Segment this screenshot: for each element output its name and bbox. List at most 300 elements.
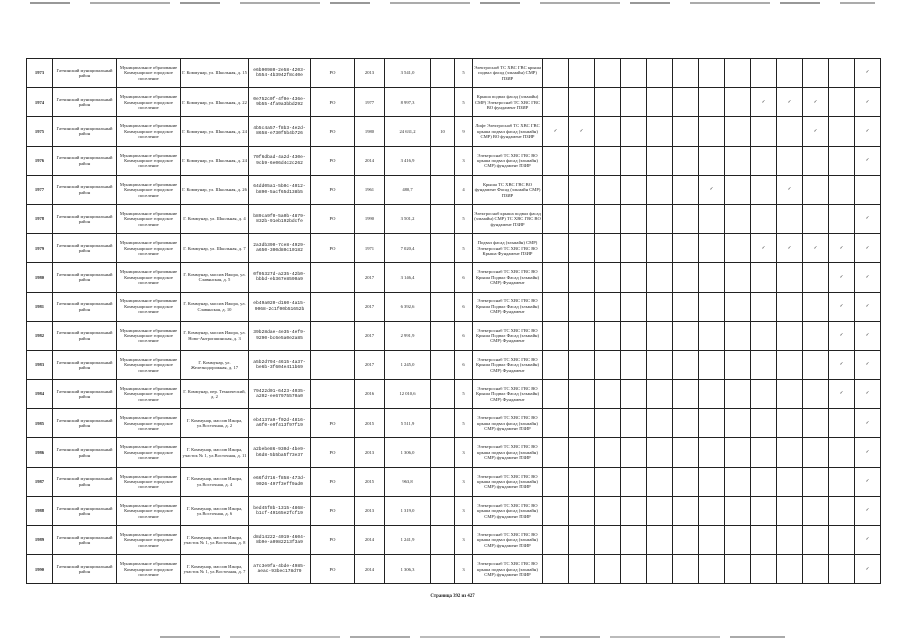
check-cell	[569, 526, 595, 555]
check-cell	[621, 117, 647, 146]
check-cell	[725, 380, 751, 409]
guid-cell: 0e752c0f-4f0e-436e-9b55-4fa9a3bbd292	[249, 88, 311, 117]
check-mark-icon: ✓	[777, 234, 803, 263]
check-cell	[595, 88, 621, 117]
check-mark-icon: ✓	[855, 409, 881, 438]
year-cell: 2013	[355, 59, 385, 88]
code-cell: РО	[311, 438, 355, 467]
check-cell	[595, 292, 621, 321]
col9-cell	[431, 292, 455, 321]
check-cell	[595, 175, 621, 204]
check-cell	[673, 88, 699, 117]
check-mark-icon: ✓	[855, 380, 881, 409]
check-cell	[725, 292, 751, 321]
year-cell: 1971	[355, 234, 385, 263]
district-cell: Гатчинский муниципальный район	[53, 117, 117, 146]
municipality-cell: Муниципальное образование Коммунарское городское поселение	[117, 146, 181, 175]
check-cell	[673, 263, 699, 292]
area-cell: 2 991,9	[385, 321, 431, 350]
check-cell	[647, 117, 673, 146]
guid-cell: 0f05327d-a235-42b0-bbbd-eb367e8590a9	[249, 263, 311, 292]
check-cell	[777, 321, 803, 350]
address-cell: Г. Коммунар, ул. Школьная, д. 24	[181, 117, 249, 146]
works-cell: Электроснаб ТС ХВС ГВС ВО Крыша Подвал Фасад (эльмайн) СМР) Фундамент	[473, 350, 543, 379]
check-cell	[543, 59, 569, 88]
address-cell: Г. Коммунар, массив Ижора, ул.Восточная, д. 2	[181, 409, 249, 438]
municipality-cell: Муниципальное образование Коммунарское городское поселение	[117, 234, 181, 263]
check-cell	[569, 146, 595, 175]
year-cell: 2014	[355, 146, 385, 175]
check-cell	[543, 555, 569, 584]
address-cell: Г. Коммунар, пер. Технический, д. 2	[181, 380, 249, 409]
check-cell	[595, 117, 621, 146]
municipality-cell: Муниципальное образование Коммунарское городское поселение	[117, 117, 181, 146]
works-cell: Подвал фасад (эльмайн) СМР) Электроснаб ТС ХВС ГВС ВО Крыша Фундамент ПЗИР	[473, 234, 543, 263]
check-cell	[829, 467, 855, 496]
table-row	[27, 234, 881, 263]
district-cell: Гатчинский муниципальный район	[53, 321, 117, 350]
municipality-cell: Муниципальное образование Коммунарское городское поселение	[117, 496, 181, 525]
table-row	[27, 409, 881, 438]
check-cell	[569, 204, 595, 233]
check-cell	[543, 88, 569, 117]
address-cell: Г. Коммунар, ул. Школьная, д. 7	[181, 234, 249, 263]
municipality-cell: Муниципальное образование Коммунарское городское поселение	[117, 526, 181, 555]
check-cell	[621, 263, 647, 292]
check-cell	[725, 204, 751, 233]
row-number: 1987	[27, 467, 53, 496]
address-cell: Г. Коммунар, ул. Железнодорожная, д. 17	[181, 350, 249, 379]
table-row	[27, 146, 881, 175]
col9-cell	[431, 438, 455, 467]
col9-cell	[431, 496, 455, 525]
check-cell	[595, 321, 621, 350]
check-mark-icon: ✓	[803, 117, 829, 146]
code-cell: РО	[311, 59, 355, 88]
area-cell: 6 392,6	[385, 292, 431, 321]
check-cell	[647, 526, 673, 555]
table-row	[27, 496, 881, 525]
check-mark-icon: ✓	[855, 526, 881, 555]
check-cell	[751, 175, 777, 204]
col9-cell	[431, 321, 455, 350]
area-cell: 12 010,6	[385, 380, 431, 409]
check-mark-icon: ✓	[569, 117, 595, 146]
check-cell	[543, 409, 569, 438]
check-cell	[803, 438, 829, 467]
check-cell	[725, 467, 751, 496]
year-cell: 2013	[355, 438, 385, 467]
row-number: 1989	[27, 526, 53, 555]
check-cell	[543, 146, 569, 175]
check-cell	[595, 263, 621, 292]
check-mark-icon: ✓	[855, 146, 881, 175]
district-cell: Гатчинский муниципальный район	[53, 59, 117, 88]
table-row	[27, 350, 881, 379]
area-cell: 1 241,9	[385, 526, 431, 555]
row-number: 1973	[27, 59, 53, 88]
address-cell: Г. Коммунар, ул. Школьная, д. 22	[181, 88, 249, 117]
check-cell	[595, 467, 621, 496]
check-cell	[699, 526, 725, 555]
check-cell	[829, 409, 855, 438]
check-cell	[647, 204, 673, 233]
check-cell	[621, 496, 647, 525]
area-cell: 1 306,3	[385, 555, 431, 584]
check-cell	[569, 263, 595, 292]
row-number: 1990	[27, 555, 53, 584]
check-cell	[647, 263, 673, 292]
works-cell: Электроснаб ТС ХВС ГВС ВО крыша подвал фасад (эльмайн) СМР) фундамент ПЗИР	[473, 146, 543, 175]
area-cell: 3 416,9	[385, 146, 431, 175]
check-cell	[647, 555, 673, 584]
check-cell	[699, 350, 725, 379]
year-cell: 1980	[355, 117, 385, 146]
check-mark-icon: ✓	[855, 263, 881, 292]
check-cell	[777, 467, 803, 496]
check-cell	[699, 146, 725, 175]
check-cell	[725, 409, 751, 438]
check-mark-icon: ✓	[855, 438, 881, 467]
area-cell: 7 020,4	[385, 234, 431, 263]
check-cell	[699, 467, 725, 496]
works-cell: Электроснаб крыша подвал фасад (эльмайн) СМР) ТС ХВС ГВС ВО фундамент ПЗИР	[473, 204, 543, 233]
check-cell	[673, 146, 699, 175]
municipality-cell: Муниципальное образование Коммунарское городское поселение	[117, 59, 181, 88]
check-mark-icon: ✓	[855, 117, 881, 146]
check-cell	[699, 555, 725, 584]
check-mark-icon: ✓	[855, 234, 881, 263]
code-cell: РО	[311, 117, 355, 146]
check-cell	[595, 59, 621, 88]
address-cell: Г. Коммунар, ул. Школьная, д. 24	[181, 146, 249, 175]
check-cell	[803, 146, 829, 175]
check-cell	[699, 496, 725, 525]
check-cell	[595, 526, 621, 555]
check-cell	[829, 438, 855, 467]
guid-cell: eb49a020-d160-4a15-9068-2c1f00b51652b	[249, 292, 311, 321]
check-mark-icon: ✓	[855, 496, 881, 525]
check-cell	[673, 117, 699, 146]
col10-cell: 3	[455, 496, 473, 525]
check-cell	[699, 380, 725, 409]
check-mark-icon: ✓	[699, 175, 725, 204]
check-cell	[647, 350, 673, 379]
address-cell: Г. Коммунар, ул. Школьная, д. 26	[181, 175, 249, 204]
check-cell	[595, 146, 621, 175]
works-cell: Электроснаб ТС ХВС ГВС ВО крыша подвал фасад (эльмайн) СМР) фундамент ПЗИР	[473, 467, 543, 496]
col10-cell: 3	[455, 555, 473, 584]
code-cell	[311, 321, 355, 350]
check-cell	[777, 204, 803, 233]
works-cell: Электроснаб ТС ХВС ГВС ВО крыша подвал фасад (эльмайн) СМР) фундамент ПЗИР	[473, 438, 543, 467]
check-cell	[751, 409, 777, 438]
table-row	[27, 117, 881, 146]
municipality-cell: Муниципальное образование Коммунарское городское поселение	[117, 263, 181, 292]
check-cell	[829, 175, 855, 204]
col9-cell	[431, 234, 455, 263]
check-cell	[751, 380, 777, 409]
check-mark-icon: ✓	[829, 263, 855, 292]
guid-cell: 79422d01-6423-4035-a202-ee67975570a0	[249, 380, 311, 409]
row-number: 1982	[27, 321, 53, 350]
check-cell	[777, 350, 803, 379]
check-cell	[647, 59, 673, 88]
check-cell	[777, 263, 803, 292]
guid-cell: a5b2d794-4615-4a37-be6b-3f604e411b69	[249, 350, 311, 379]
check-cell	[751, 292, 777, 321]
works-cell: Электроснаб ТС ХВС ГВС ВО крыша подвал фасад (эльмайн) СМР) фундамент ПЗИР	[473, 409, 543, 438]
year-cell: 2017	[355, 292, 385, 321]
table-body	[27, 59, 881, 584]
col9-cell	[431, 88, 455, 117]
municipality-cell: Муниципальное образование Коммунарское городское поселение	[117, 438, 181, 467]
check-cell	[595, 438, 621, 467]
col10-cell: 5	[455, 380, 473, 409]
area-cell: 5 511,9	[385, 409, 431, 438]
check-cell	[751, 321, 777, 350]
check-cell	[647, 409, 673, 438]
col10-cell: 6	[455, 263, 473, 292]
check-cell	[673, 292, 699, 321]
check-cell	[621, 321, 647, 350]
check-cell	[803, 409, 829, 438]
check-cell	[751, 59, 777, 88]
check-mark-icon: ✓	[855, 59, 881, 88]
check-cell	[777, 526, 803, 555]
check-mark-icon: ✓	[543, 117, 569, 146]
area-cell: 1 319,0	[385, 496, 431, 525]
district-cell: Гатчинский муниципальный район	[53, 234, 117, 263]
address-cell: Г. Коммунар, массив Ижора, участок № 1, ул.Восточная, д. 7	[181, 555, 249, 584]
check-cell	[751, 496, 777, 525]
area-cell: 480,7	[385, 175, 431, 204]
check-cell	[751, 526, 777, 555]
check-cell	[647, 496, 673, 525]
check-cell	[543, 321, 569, 350]
check-cell	[673, 234, 699, 263]
year-cell: 2017	[355, 350, 385, 379]
guid-cell: 4b5c4a57-f8b3-4e2d-8658-e730f5b4b726	[249, 117, 311, 146]
check-cell	[673, 380, 699, 409]
address-cell: Г. Коммунар, массив Ижора, ул. Славянская, д. 10	[181, 292, 249, 321]
check-mark-icon: ✓	[751, 88, 777, 117]
code-cell: РО	[311, 526, 355, 555]
check-cell	[569, 321, 595, 350]
year-cell: 2015	[355, 409, 385, 438]
area-cell: 3 146,4	[385, 263, 431, 292]
check-mark-icon: ✓	[829, 292, 855, 321]
check-cell	[569, 234, 595, 263]
check-cell	[803, 496, 829, 525]
col10-cell: 5	[455, 88, 473, 117]
works-cell: Электроснаб ТС ХВС ГВС ВО крыша подвал фасад (эльмайн) СМР) фундамент ПЗИР	[473, 496, 543, 525]
year-cell: 1990	[355, 204, 385, 233]
col10-cell: 3	[455, 146, 473, 175]
check-cell	[621, 146, 647, 175]
year-cell: 2015	[355, 467, 385, 496]
col9-cell	[431, 555, 455, 584]
check-cell	[543, 350, 569, 379]
row-number: 1988	[27, 496, 53, 525]
check-cell	[725, 321, 751, 350]
check-cell	[751, 204, 777, 233]
check-cell	[569, 59, 595, 88]
col9-cell	[431, 204, 455, 233]
works-cell: Электроснаб ТС ХВС ГВС ВО Крыша Подвал Фасад (эльмайн) СМР) Фундамент	[473, 380, 543, 409]
code-cell: РО	[311, 175, 355, 204]
check-cell	[673, 526, 699, 555]
check-mark-icon: ✓	[803, 234, 829, 263]
check-cell	[829, 555, 855, 584]
works-cell: Электроснаб ТС ХВС ГВС крыша подвал фасад (эльмайн) СМР) ПЗИР	[473, 59, 543, 88]
scan-artifact-top	[30, 2, 875, 4]
check-cell	[569, 88, 595, 117]
district-cell: Гатчинский муниципальный район	[53, 526, 117, 555]
col10-cell: 3	[455, 467, 473, 496]
district-cell: Гатчинский муниципальный район	[53, 555, 117, 584]
check-cell	[569, 555, 595, 584]
address-cell: Г. Коммунар, массив Ижора, ул. Славянская, д. 5	[181, 263, 249, 292]
check-cell	[803, 555, 829, 584]
district-cell: Гатчинский муниципальный район	[53, 409, 117, 438]
check-cell	[699, 438, 725, 467]
guid-cell: a2bebe86-930d-4be9-b6d8-5b5ba5f73e37	[249, 438, 311, 467]
check-cell	[725, 234, 751, 263]
check-cell	[595, 496, 621, 525]
check-cell	[777, 292, 803, 321]
address-cell: Г. Коммунар, ул. Школьная, д. 4	[181, 204, 249, 233]
address-cell: Г. Коммунар, массив Ижора, участок № 1, ул.Восточная, д. 11	[181, 438, 249, 467]
check-cell	[803, 204, 829, 233]
table-row	[27, 555, 881, 584]
check-cell	[777, 438, 803, 467]
check-cell	[621, 234, 647, 263]
year-cell: 2013	[355, 496, 385, 525]
check-cell	[647, 321, 673, 350]
address-cell: Г. Коммунар, массив Ижора, ул.Восточная, д. 6	[181, 496, 249, 525]
row-number: 1980	[27, 263, 53, 292]
check-cell	[699, 59, 725, 88]
row-number: 1983	[27, 350, 53, 379]
row-number: 1976	[27, 146, 53, 175]
row-number: 1975	[27, 117, 53, 146]
col9-cell	[431, 350, 455, 379]
year-cell: 2014	[355, 555, 385, 584]
check-cell	[569, 350, 595, 379]
check-cell	[673, 204, 699, 233]
area-cell: 963,8	[385, 467, 431, 496]
works-cell: Электроснаб ТС ХВС ГВС ВО Крыша Подвал Фасад (эльмайн) СМР) Фундамент	[473, 263, 543, 292]
table-row	[27, 526, 881, 555]
check-mark-icon: ✓	[777, 88, 803, 117]
district-cell: Гатчинский муниципальный район	[53, 496, 117, 525]
check-cell	[621, 467, 647, 496]
check-mark-icon: ✓	[855, 292, 881, 321]
works-cell: Электроснаб ТС ХВС ГВС ВО Крыша Подвал Фасад (эльмайн) СМР) Фундамент	[473, 321, 543, 350]
check-cell	[543, 292, 569, 321]
check-cell	[595, 380, 621, 409]
register-table	[26, 58, 881, 584]
code-cell	[311, 380, 355, 409]
area-cell: 1 245,0	[385, 350, 431, 379]
row-number: 1986	[27, 438, 53, 467]
check-cell	[803, 263, 829, 292]
table-row	[27, 204, 881, 233]
col10-cell: 6	[455, 350, 473, 379]
guid-cell: bed45f8b-1315-4868-b1cf-49165e2fcf19	[249, 496, 311, 525]
col9-cell	[431, 146, 455, 175]
check-cell	[569, 292, 595, 321]
district-cell: Гатчинский муниципальный район	[53, 438, 117, 467]
col9-cell	[431, 409, 455, 438]
check-mark-icon: ✓	[751, 234, 777, 263]
code-cell: РО	[311, 88, 355, 117]
check-cell	[777, 117, 803, 146]
municipality-cell: Муниципальное образование Коммунарское городское поселение	[117, 380, 181, 409]
district-cell: Гатчинский муниципальный район	[53, 263, 117, 292]
year-cell: 1977	[355, 88, 385, 117]
district-cell: Гатчинский муниципальный район	[53, 467, 117, 496]
check-cell	[543, 380, 569, 409]
area-cell: 24 631,2	[385, 117, 431, 146]
code-cell	[311, 263, 355, 292]
check-cell	[621, 350, 647, 379]
check-cell	[829, 146, 855, 175]
table-row	[27, 88, 881, 117]
check-cell	[569, 467, 595, 496]
col9-cell	[431, 263, 455, 292]
check-cell	[777, 380, 803, 409]
district-cell: Гатчинский муниципальный район	[53, 88, 117, 117]
check-cell	[569, 496, 595, 525]
check-cell	[803, 526, 829, 555]
check-cell	[725, 88, 751, 117]
check-cell	[543, 204, 569, 233]
check-cell	[543, 234, 569, 263]
check-cell	[829, 496, 855, 525]
municipality-cell: Муниципальное образование Коммунарское городское поселение	[117, 321, 181, 350]
check-mark-icon: ✓	[777, 175, 803, 204]
check-mark-icon: ✓	[829, 234, 855, 263]
check-cell	[673, 175, 699, 204]
col9-cell: 10	[431, 117, 455, 146]
guid-cell: e6b90980-2e58-4203-b554-4b3942f8c40e	[249, 59, 311, 88]
works-cell: Электроснаб ТС ХВС ГВС ВО крыша подвал фасад (эльмайн) СМР) фундамент ПЗИР	[473, 526, 543, 555]
check-cell	[543, 467, 569, 496]
check-cell	[595, 409, 621, 438]
guid-cell: b89ca9f0-5a0b-4879-832b-91eb192bdcfe	[249, 204, 311, 233]
guid-cell: eb4137a9-f02d-4816-a6f0-e9f413f97f19	[249, 409, 311, 438]
area-cell: 3 501,2	[385, 204, 431, 233]
check-mark-icon: ✓	[855, 467, 881, 496]
check-cell	[595, 555, 621, 584]
code-cell: РО	[311, 146, 355, 175]
code-cell: РО	[311, 234, 355, 263]
row-number: 1978	[27, 204, 53, 233]
col10-cell: 5	[455, 204, 473, 233]
works-cell: Лифт Электроснаб ТС ХВС ГВС крыша подвал фасад (эльмайн) СМР) ВО фундамент ПЗИР	[473, 117, 543, 146]
check-cell	[621, 555, 647, 584]
guid-cell: d8d14222-4019-4604-8b9e-a0982213f3a9	[249, 526, 311, 555]
check-cell	[803, 175, 829, 204]
district-cell: Гатчинский муниципальный район	[53, 175, 117, 204]
municipality-cell: Муниципальное образование Коммунарское городское поселение	[117, 409, 181, 438]
row-number: 1974	[27, 88, 53, 117]
check-cell	[621, 380, 647, 409]
check-cell	[673, 321, 699, 350]
check-cell	[725, 263, 751, 292]
